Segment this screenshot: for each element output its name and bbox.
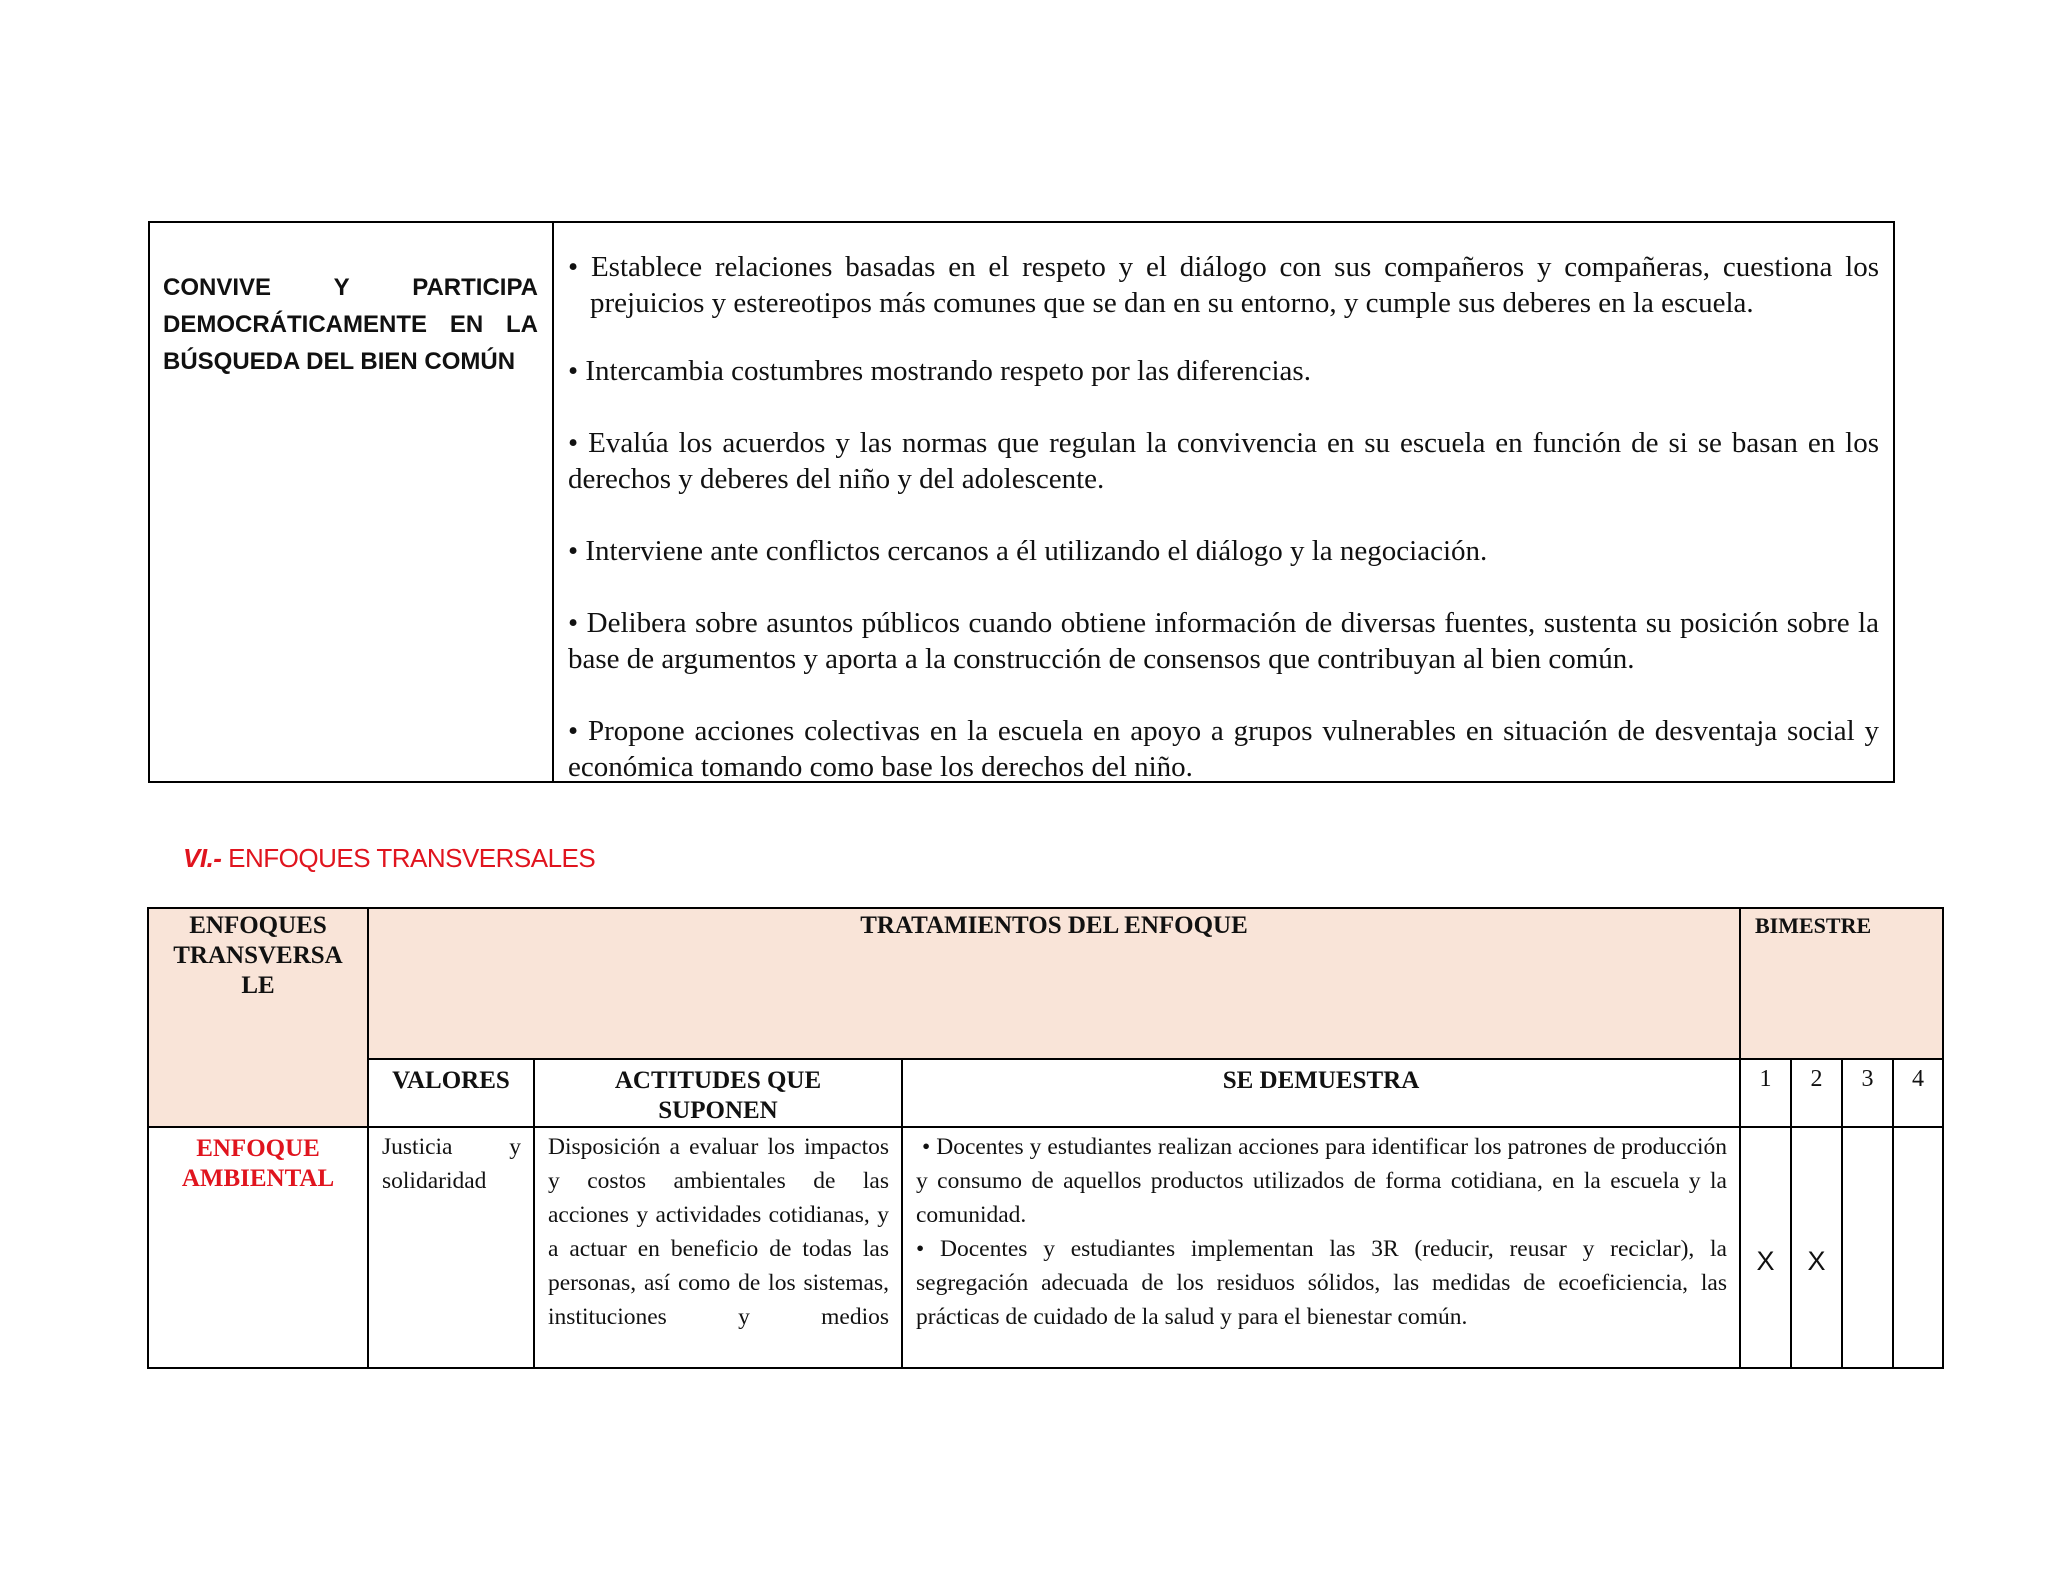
se-demuestra-cell <box>902 1127 1740 1368</box>
header-bimestre: BIMESTRE <box>1740 908 1943 1059</box>
demuestra-item: • Docentes y estudiantes implementan las 3R (reducir, reusar y reciclar), la segregación adecuada de los residuos sólidos, las medidas de ecoeficiencia, las prácticas de cuidado de la salud y para el bienestar común. <box>916 1236 1727 1330</box>
bimestre-3-header: 3 <box>1842 1059 1893 1127</box>
header-tratamientos: TRATAMIENTOS DEL ENFOQUE <box>368 908 1740 1059</box>
bimestre-4-header: 4 <box>1893 1059 1943 1127</box>
section-title-text: ENFOQUES TRANSVERSALES <box>221 843 596 873</box>
competencia-title: CONVIVE Y PARTICIPA DEMOCRÁTICAMENTE EN LA BÚSQUEDA DEL BIEN COMÚN <box>150 223 554 781</box>
desempeno-item: • Interviene ante conflictos cercanos a él utilizando el diálogo y la negociación. <box>568 535 1488 567</box>
bimestre-2-header: 2 <box>1791 1059 1842 1127</box>
header-valores: VALORES <box>368 1059 534 1127</box>
section-number: VI.- <box>183 843 222 873</box>
desempeno-item: • Evalúa los acuerdos y las normas que regulan la convivencia en su escuela en función de si se basan en los derechos y deberes del niño y del adolescente. <box>568 427 1879 495</box>
bimestre-2-mark: X <box>1791 1127 1842 1368</box>
header-actitudes: ACTITUDES QUE SUPONEN <box>534 1059 902 1127</box>
section-heading <box>183 843 595 874</box>
desempeno-item: • Intercambia costumbres mostrando respeto por las diferencias. <box>568 355 1311 387</box>
header-enfoques: ENFOQUES TRANSVERSA LE <box>148 908 368 1127</box>
actitudes-cell: Disposición a evaluar los impactos y costos ambientales de las acciones y actividades cotidianas, y a actuar en beneficio de todas las personas, así como de los sistemas, instituciones y medios <box>534 1127 902 1368</box>
enfoques-table <box>147 907 1944 1369</box>
bimestre-1-mark: X <box>1740 1127 1791 1368</box>
bimestre-1-header: 1 <box>1740 1059 1791 1127</box>
header-se-demuestra: SE DEMUESTRA <box>902 1059 1740 1127</box>
bimestre-4-mark <box>1893 1127 1943 1368</box>
valores-cell: Justicia y solidaridad <box>368 1127 534 1368</box>
bimestre-3-mark <box>1842 1127 1893 1368</box>
demuestra-item: • Docentes y estudiantes realizan acciones para identificar los patrones de producción y consumo de aquellos productos utilizados de forma cotidiana, en la escuela y la comunidad. <box>916 1134 1733 1228</box>
desempenos-list <box>554 223 1893 781</box>
desempeno-item: • Propone acciones colectivas en la escuela en apoyo a grupos vulnerables en situación de desventaja social y económica tomando como base los derechos del niño. <box>568 715 1879 783</box>
desempeno-item: • Delibera sobre asuntos públicos cuando obtiene información de diversas fuentes, sustenta su posición sobre la base de argumentos y aporta a la construcción de consensos que contribuyan al bien común. <box>568 607 1879 675</box>
enfoque-name: ENFOQUE AMBIENTAL <box>148 1127 368 1368</box>
competencia-table <box>148 221 1895 783</box>
desempeno-item: • Establece relaciones basadas en el respeto y el diálogo con sus compañeros y compañeras, cuestiona los prejuicios y estereotipos más comunes que se dan en su entorno, y cumple sus deberes en la escuela. <box>568 251 1879 319</box>
